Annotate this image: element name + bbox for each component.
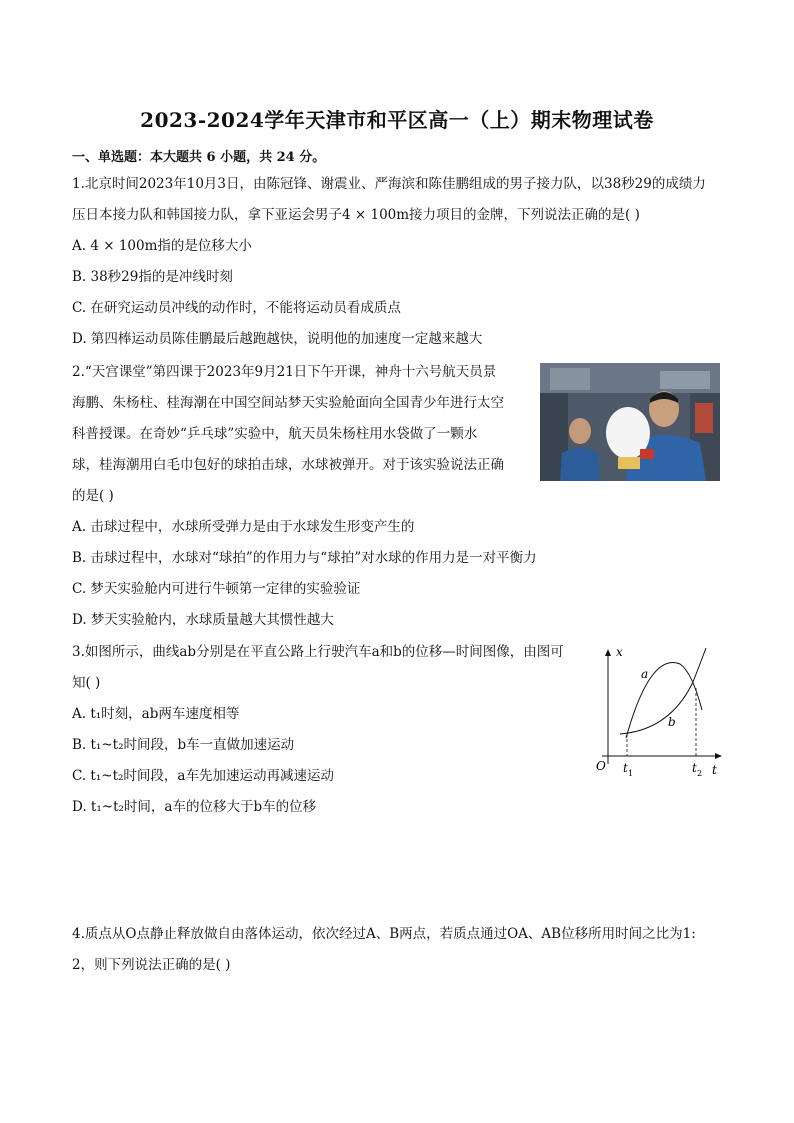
q3-stem-line: 3.如图所示，曲线ab分别是在平直公路上行驶汽车a和b的位移—时间图像，由图可 bbox=[72, 644, 564, 660]
q4-stem-line: 4.质点从O点静止释放做自由落体运动，依次经过A、B两点，若质点通过OA、AB位移所用时间之比为1: bbox=[72, 926, 696, 942]
q1-option-c: C. 在研究运动员冲线的动作时，不能将运动员看成质点 bbox=[72, 300, 401, 316]
q1-option-d: D. 第四棒运动员陈佳鹏最后越跑越快，说明他的加速度一定越来越大 bbox=[72, 331, 483, 347]
q1-stem-line: 压日本接力队和韩国接力队，拿下亚运会男子4 × 100m接力项目的金牌，下列说法正确的是( ) bbox=[72, 207, 640, 223]
q2-option-b: B. 击球过程中，水球对“球拍”的作用力与“球拍”对水球的作用力是一对平衡力 bbox=[72, 550, 537, 566]
curve-a-label: a bbox=[641, 667, 649, 681]
space-station-photo bbox=[540, 363, 720, 481]
q2-stem-line: 海鹏、朱杨柱、桂海潮在中国空间站梦天实验舱面向全国青少年进行太空 bbox=[72, 395, 504, 411]
x-axis-label: x bbox=[616, 645, 623, 659]
q3-option-d: D. t₁~t₂时间，a车的位移大于b车的位移 bbox=[72, 799, 317, 815]
space-station-illustration bbox=[540, 363, 720, 481]
curve-b bbox=[620, 648, 706, 734]
q3-stem-line: 知( ) bbox=[72, 675, 101, 691]
q1-stem-line: 1.北京时间2023年10月3日，由陈冠锋、谢震业、严海滨和陈佳鹏组成的男子接力队，以38秒29的成绩力 bbox=[72, 176, 706, 192]
q1-option-b: B. 38秒29指的是冲线时刻 bbox=[72, 269, 233, 285]
t2-subscript: 2 bbox=[697, 769, 703, 778]
q2-stem-line: 2.“天宫课堂”第四课于2023年9月21日下午开课，神舟十六号航天员景 bbox=[72, 364, 497, 380]
q2-option-d: D. 梦天实验舱内，水球质量越大其惯性越大 bbox=[72, 612, 334, 628]
t-axis-label: t bbox=[712, 763, 717, 777]
q2-stem-line: 的是( ) bbox=[72, 488, 114, 504]
origin-label: O bbox=[596, 759, 606, 773]
t-axis-arrow-icon bbox=[715, 753, 722, 759]
x-axis-arrow-icon bbox=[605, 649, 611, 656]
t1-label: t bbox=[623, 761, 628, 775]
t1-subscript: 1 bbox=[628, 769, 634, 778]
page-title: 2023-2024学年天津市和平区高一（上）期末物理试卷 bbox=[140, 108, 654, 132]
q2-stem-line: 球，桂海潮用白毛巾包好的球拍击球，水球被弹开。对于该实验说法正确 bbox=[72, 457, 504, 473]
curve-a bbox=[626, 663, 702, 738]
q3-option-a: A. t₁时刻，ab两车速度相等 bbox=[72, 706, 240, 722]
position-time-graph bbox=[590, 642, 730, 782]
q4-stem-line: 2，则下列说法正确的是( ) bbox=[72, 957, 231, 973]
curve-b-label: b bbox=[668, 715, 676, 729]
q2-stem-line: 科普授课。在奇妙“乒乓球”实验中，航天员朱杨柱用水袋做了一颗水 bbox=[72, 426, 478, 442]
section-heading: 一、单选题：本大题共 6 小题，共 24 分。 bbox=[72, 150, 326, 165]
q3-option-b: B. t₁~t₂时间段，b车一直做加速运动 bbox=[72, 737, 295, 753]
q1-option-a: A. 4 × 100m指的是位移大小 bbox=[72, 238, 252, 254]
t2-label: t bbox=[692, 761, 697, 775]
q2-option-a: A. 击球过程中，水球所受弹力是由于水球发生形变产生的 bbox=[72, 519, 415, 535]
q2-option-c: C. 梦天实验舱内可进行牛顿第一定律的实验验证 bbox=[72, 581, 361, 597]
q3-option-c: C. t₁~t₂时间段，a车先加速运动再减速运动 bbox=[72, 768, 334, 784]
